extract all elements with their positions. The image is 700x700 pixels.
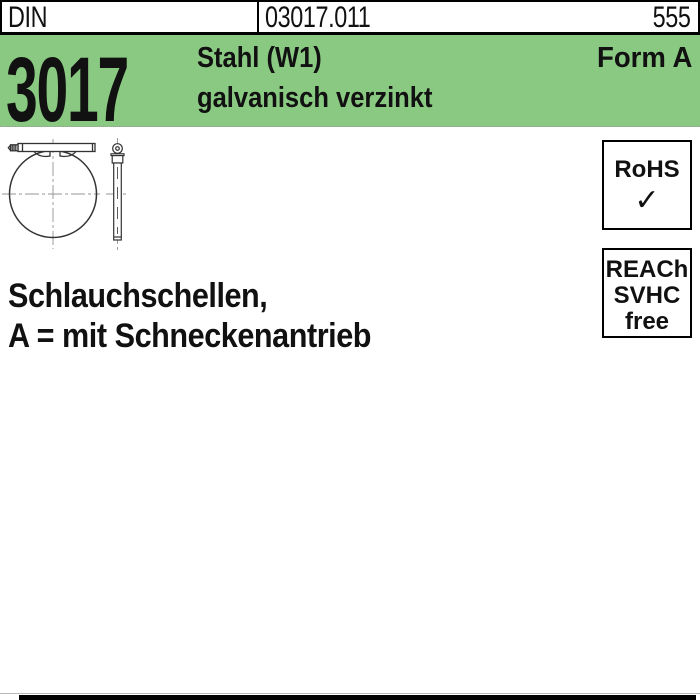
hose-clamp-drawing-icon <box>0 130 260 260</box>
reach-label-line2: SVHC <box>613 282 681 309</box>
rohs-label: RoHS <box>614 156 680 183</box>
green-banner <box>0 35 700 141</box>
product-title-line2: A = mit Schneckenantrieb <box>8 317 372 355</box>
clamp-front-view <box>8 144 96 238</box>
header-row <box>0 0 700 35</box>
bottom-hairline <box>0 693 700 694</box>
reach-label-line1: REACh <box>605 256 689 283</box>
product-title-line1: Schlauchschellen, <box>8 277 268 315</box>
article-number: 03017.011 <box>265 1 371 34</box>
finish-label: galvanisch verzinkt <box>197 82 433 114</box>
standard-number: 3017 <box>6 39 128 141</box>
clamp-side-view <box>111 144 124 240</box>
page-number: 555 <box>653 1 691 34</box>
bottom-bar <box>19 695 696 700</box>
rohs-badge <box>602 140 692 230</box>
reach-label-line3: free <box>624 308 670 335</box>
standard-label: DIN <box>8 1 48 34</box>
reach-badge <box>602 248 692 338</box>
checkmark-icon: ✓ <box>634 183 660 218</box>
material-label: Stahl (W1) <box>197 42 322 74</box>
product-title <box>8 276 411 356</box>
form-label: Form A <box>596 42 692 74</box>
